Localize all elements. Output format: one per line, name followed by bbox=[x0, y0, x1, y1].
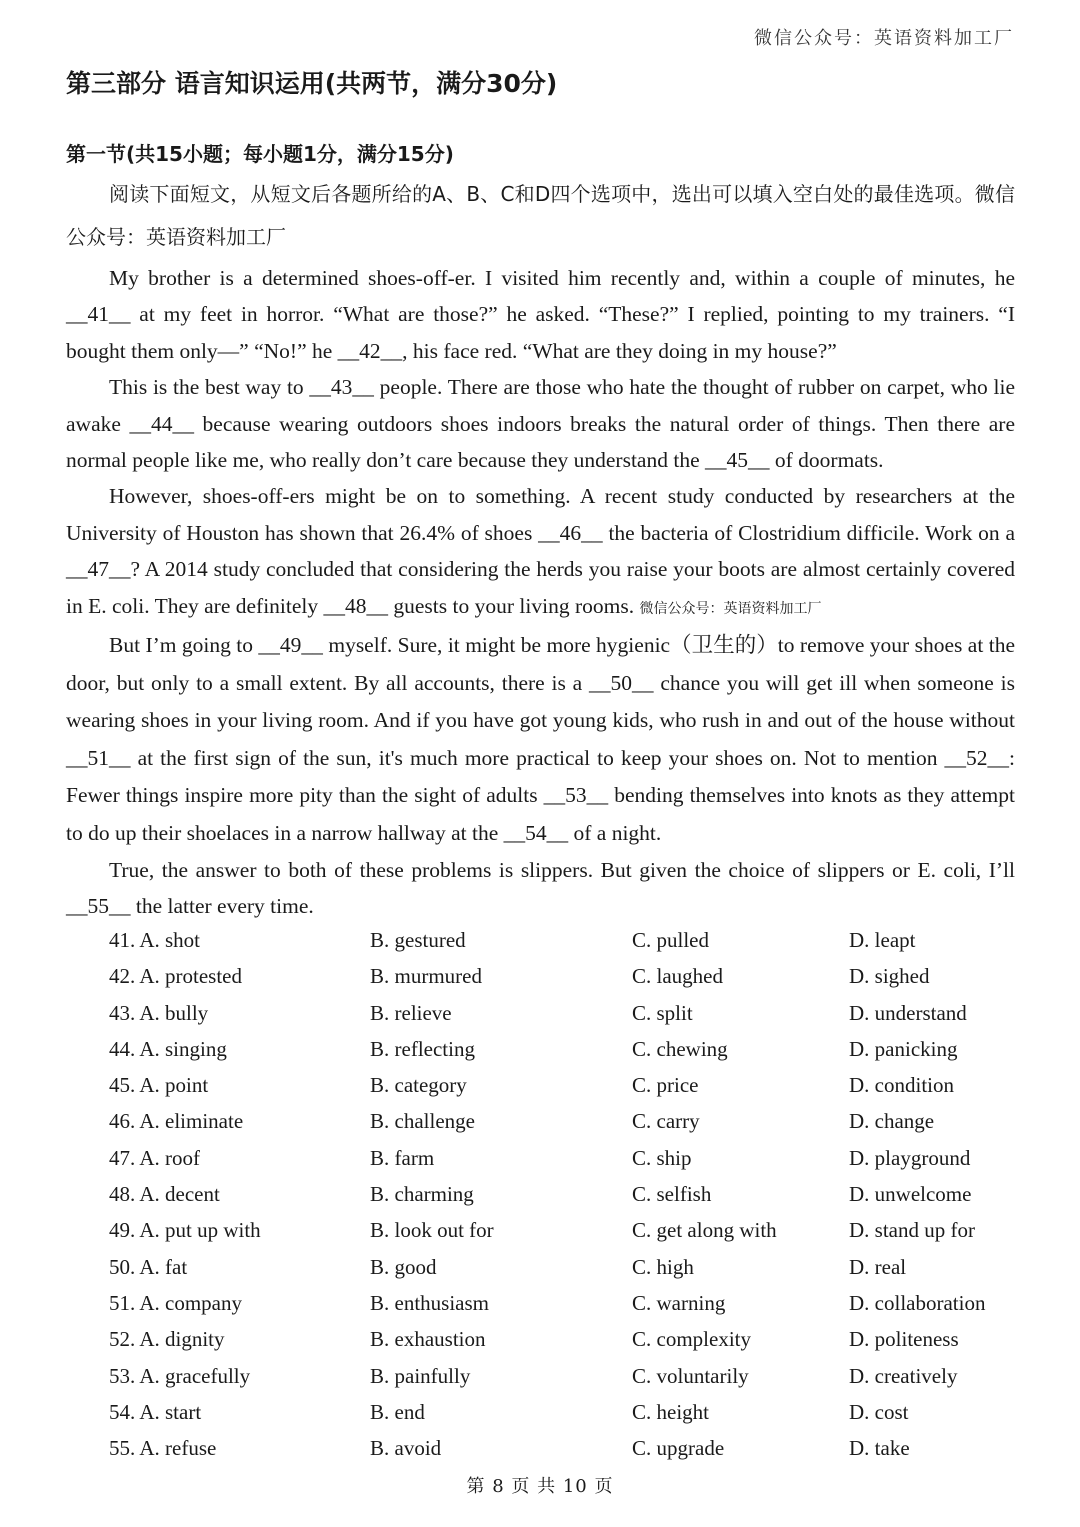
option-d: D. creatively bbox=[849, 1363, 958, 1388]
option-a: 43. A. bully bbox=[109, 1000, 209, 1025]
option-b: B. painfully bbox=[370, 1363, 471, 1388]
option-c: C. chewing bbox=[632, 1036, 728, 1061]
question-row bbox=[109, 1031, 1015, 1067]
passage-paragraph: My brother is a determined shoes-off-er. I visited him recently and, within a couple of minutes, he __41__ at my feet in horror. “What are those?” he asked. “These?” I replied, pointing to my trainers. “I bought them only—” “No!” he __42__, his face red. “What are they doing in my house?” bbox=[66, 266, 1015, 363]
option-b: B. relieve bbox=[370, 1000, 452, 1025]
option-c: C. price bbox=[632, 1073, 699, 1098]
option-c: C. ship bbox=[632, 1145, 692, 1170]
question-row bbox=[109, 1285, 1015, 1321]
option-d: D. politeness bbox=[849, 1327, 959, 1352]
option-a: 45. A. point bbox=[109, 1073, 209, 1098]
option-a: 46. A. eliminate bbox=[109, 1109, 244, 1134]
passage-paragraph: True, the answer to both of these problems is slippers. But given the choice of slippers or E. coli, I’ll __55__ the latter every time. bbox=[66, 858, 1015, 919]
option-c: C. complexity bbox=[632, 1327, 751, 1352]
option-d: D. panicking bbox=[849, 1036, 958, 1061]
option-b: B. exhaustion bbox=[370, 1327, 486, 1352]
options-table bbox=[109, 922, 1015, 1466]
option-b: B. end bbox=[370, 1399, 425, 1424]
option-a: 54. A. start bbox=[109, 1399, 202, 1424]
option-a: 47. A. roof bbox=[109, 1145, 200, 1170]
option-d: D. condition bbox=[849, 1073, 954, 1098]
option-b: B. charming bbox=[370, 1182, 474, 1207]
option-c: C. voluntarily bbox=[632, 1363, 749, 1388]
option-b: B. enthusiasm bbox=[370, 1290, 489, 1315]
part-title: 第三部分 语言知识运用(共两节，满分30分) bbox=[66, 69, 558, 98]
option-d: D. real bbox=[849, 1254, 907, 1279]
question-row bbox=[109, 1430, 1015, 1466]
passage-paragraph: This is the best way to __43__ people. There are those who hate the thought of rubber on carpet, who lie awake __44__ because wearing outdoors shoes indoors breaks the natural order of things. Then there are normal people like me, who really don’t care because they understand the __45__ of doormats. bbox=[66, 375, 1015, 473]
option-c: C. laughed bbox=[632, 964, 723, 989]
inline-watermark: 微信公众号：英语资料加工厂 bbox=[639, 600, 822, 617]
passage-paragraph: But I’m going to __49__ myself. Sure, it might be more hygienic（卫生的）to remove your shoes at the door, but only to a small extent. By all accounts, there is a __50__ chance you will get ill when someone is wearing shoes in your living room. And if you have got young kids, who rush in and out of the house without __51__ at the first sign of the sun, it's much more practical to keep your shoes on. Not to mention __52__: Fewer things inspire more pity than the sight of adults __53__ bending themselves into knots as they attempt to do up their shoelaces in a narrow hallway at the __54__ of a night. bbox=[66, 633, 1015, 845]
question-row bbox=[109, 922, 1015, 958]
passage-paragraph-text: However, shoes-off-ers might be on to something. A recent study conducted by researchers at the University of Houston has shown that 26.4% of shoes __46__ the bacteria of Clostridium difficile. Work on a __47__? A 2014 study concluded that considering the herds you raise your boots are almost certainly covered in E. coli. They are definitely __48__ guests to your living rooms. bbox=[66, 484, 1015, 618]
option-d: D. stand up for bbox=[849, 1218, 975, 1243]
option-a: 48. A. decent bbox=[109, 1182, 220, 1207]
option-c: C. split bbox=[632, 1000, 693, 1025]
option-c: C. height bbox=[632, 1399, 709, 1424]
option-a: 51. A. company bbox=[109, 1290, 242, 1315]
question-row bbox=[109, 1249, 1015, 1285]
option-b: B. category bbox=[370, 1073, 467, 1098]
option-b: B. gestured bbox=[370, 928, 466, 952]
option-d: D. change bbox=[849, 1109, 935, 1134]
option-a: 53. A. gracefully bbox=[109, 1363, 251, 1388]
option-d: D. cost bbox=[849, 1399, 909, 1424]
option-a: 55. A. refuse bbox=[109, 1436, 217, 1461]
option-d: D. take bbox=[849, 1436, 910, 1461]
cloze-passage bbox=[66, 260, 1015, 925]
question-row bbox=[109, 1321, 1015, 1357]
option-d: D. playground bbox=[849, 1145, 971, 1170]
option-a: 44. A. singing bbox=[109, 1036, 227, 1061]
option-b: B. reflecting bbox=[370, 1036, 475, 1061]
option-a: 41. A. shot bbox=[109, 928, 201, 952]
question-row bbox=[109, 1140, 1015, 1176]
option-d: D. sighed bbox=[849, 964, 930, 989]
option-d: D. collaboration bbox=[849, 1290, 986, 1315]
question-row bbox=[109, 1212, 1015, 1248]
page-footer: 第 8 页 共 10 页 bbox=[466, 1476, 614, 1497]
option-c: C. warning bbox=[632, 1290, 726, 1315]
option-b: B. good bbox=[370, 1254, 437, 1279]
option-b: B. farm bbox=[370, 1145, 435, 1170]
passage-paragraph bbox=[66, 478, 1015, 627]
option-b: B. look out for bbox=[370, 1218, 494, 1243]
option-d: D. leapt bbox=[849, 928, 916, 952]
option-c: C. carry bbox=[632, 1109, 700, 1134]
option-d: D. understand bbox=[849, 1000, 967, 1025]
question-row bbox=[109, 1067, 1015, 1103]
option-b: B. challenge bbox=[370, 1109, 475, 1134]
question-row bbox=[109, 1176, 1015, 1212]
option-a: 49. A. put up with bbox=[109, 1218, 261, 1243]
option-b: B. avoid bbox=[370, 1436, 442, 1461]
option-c: C. pulled bbox=[632, 928, 709, 952]
option-c: C. high bbox=[632, 1254, 694, 1279]
question-row bbox=[109, 1394, 1015, 1430]
header-watermark: 微信公众号：英语资料加工厂 bbox=[754, 28, 1014, 49]
section-heading: 第一节(共15小题；每小题1分，满分15分) bbox=[66, 142, 454, 166]
option-a: 52. A. dignity bbox=[109, 1327, 225, 1352]
question-row bbox=[109, 1103, 1015, 1139]
question-row bbox=[109, 995, 1015, 1031]
question-row bbox=[109, 1358, 1015, 1394]
option-b: B. murmured bbox=[370, 964, 482, 989]
question-row bbox=[109, 958, 1015, 994]
option-c: C. selfish bbox=[632, 1182, 712, 1207]
option-a: 50. A. fat bbox=[109, 1254, 188, 1279]
option-c: C. upgrade bbox=[632, 1436, 725, 1461]
option-d: D. unwelcome bbox=[849, 1182, 972, 1207]
instructions: 阅读下面短文，从短文后各题所给的A、B、C和D四个选项中，选出可以填入空白处的最佳选项。微信公众号：英语资料加工厂 bbox=[66, 182, 1015, 249]
option-a: 42. A. protested bbox=[109, 964, 242, 989]
option-c: C. get along with bbox=[632, 1218, 777, 1243]
